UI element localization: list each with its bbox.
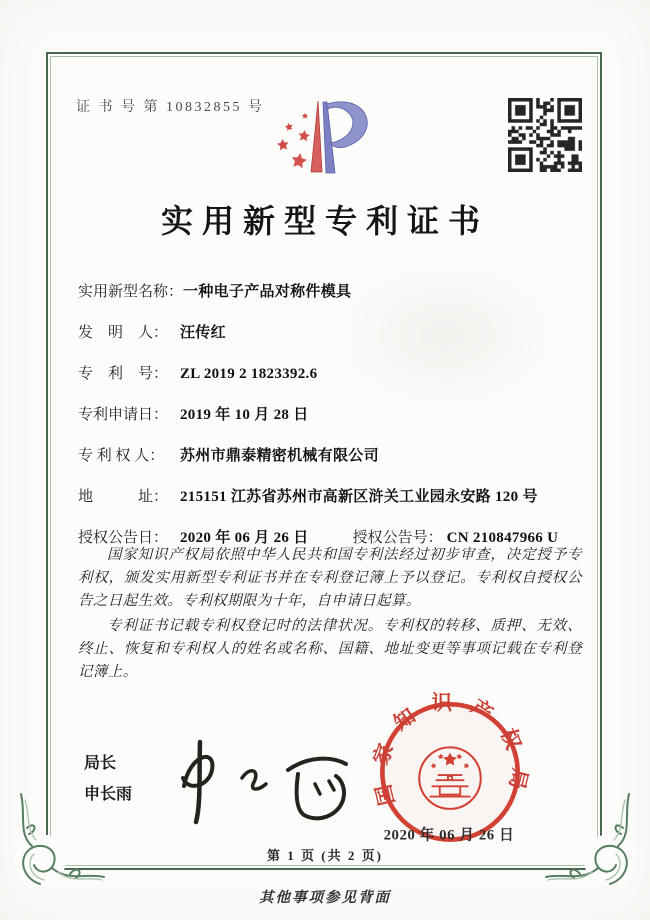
seal-date: 2020 年 06 月 26 日 xyxy=(383,827,515,844)
corner-flourish-left-icon xyxy=(6,788,106,888)
grant-date-value: 2020 年 06 月 26 日 xyxy=(180,530,309,546)
corner-flourish-right-icon xyxy=(544,788,644,888)
field-value: 215151 江苏省苏州市高新区浒关工业园永安路 120 号 xyxy=(180,489,538,505)
back-side-note: 其他事项参见背面 xyxy=(259,890,391,906)
field-value: 苏州市鼎泰精密机械有限公司 xyxy=(180,448,379,464)
field-value: 一种电子产品对称件模具 xyxy=(183,284,352,300)
field-label: 专 利 号： xyxy=(78,366,169,382)
field-filing-date xyxy=(78,403,586,428)
seal-arc-text: 国家知识产权局 xyxy=(369,692,531,808)
field-label: 地 址： xyxy=(78,489,169,505)
field-value: 2019 年 10 月 28 日 xyxy=(180,407,309,423)
field-value: 汪传红 xyxy=(180,325,226,341)
qr-code xyxy=(508,98,582,172)
certificate-number: 证 书 号 第 10832855 号 xyxy=(76,100,265,115)
director-signature-icon xyxy=(150,728,365,826)
grant-number-label: 授权公告号： xyxy=(352,530,443,546)
director-title: 局长 xyxy=(84,755,117,772)
field-address xyxy=(78,485,586,510)
official-seal xyxy=(368,690,532,854)
grant-number-value: CN 210847966 U xyxy=(446,530,559,546)
field-patent-number xyxy=(78,362,586,387)
field-utility-model-name xyxy=(78,280,586,305)
field-inventor xyxy=(78,321,586,346)
field-label: 专利申请日： xyxy=(78,407,169,423)
certificate-title: 实用新型专利证书 xyxy=(160,203,489,239)
field-value: ZL 2019 2 1823392.6 xyxy=(180,366,318,382)
grant-date-label: 授权公告日： xyxy=(78,530,169,546)
body-paragraph-2: 专利证书记载专利权登记时的法律状况。专利权的转移、质押、无效、终止、恢复和专利权人的姓名或名称、国籍、地址变更等事项记载在专利登记簿上。 xyxy=(78,618,582,680)
field-label: 专 利 权 人： xyxy=(78,448,165,464)
field-patentee xyxy=(78,444,586,469)
field-label: 发 明 人： xyxy=(78,325,169,341)
cnipa-logo-icon xyxy=(253,80,383,186)
page-number: 第 1 页 (共 2 页) xyxy=(267,848,383,863)
certificate-fields xyxy=(78,280,586,567)
field-label: 实用新型名称： xyxy=(78,284,184,300)
director-name: 申长雨 xyxy=(84,786,133,803)
body-paragraph-1: 国家知识产权局依照中华人民共和国专利法经过初步审查，决定授予专利权，颁发实用新型专利证书并在专利登记簿上予以登记。专利权自授权公告之日起生效。专利权期限为十年，自申请日起算。 xyxy=(78,547,582,609)
certificate-body-text xyxy=(78,544,582,686)
